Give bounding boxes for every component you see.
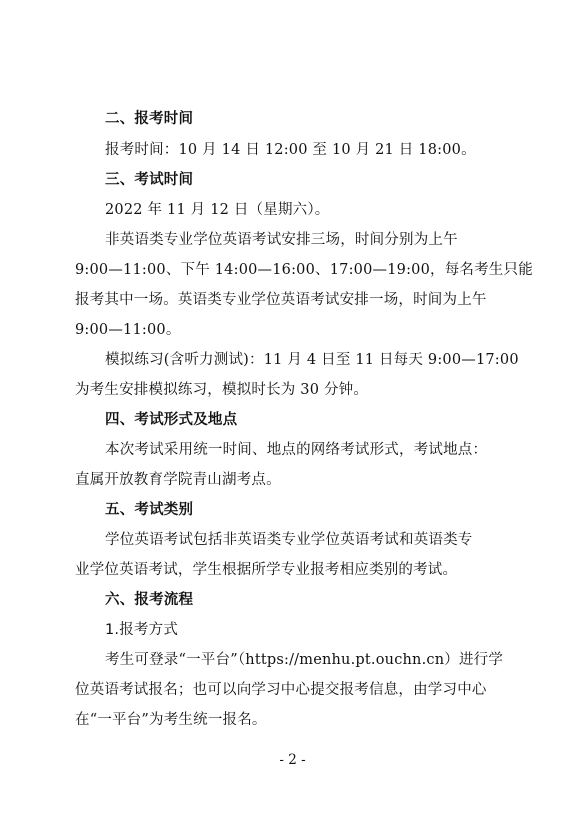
section-heading-registration-time: 二、报考时间	[105, 111, 194, 127]
exam-category-line-1: 学位英语考试包括非英语类专业学位英语考试和英语类专	[105, 532, 473, 548]
exam-schedule-line-3: 报考其中一场。英语类专业学位英语考试安排一场，时间为上午	[75, 292, 487, 308]
registration-method-line-2: 位英语考试报名；也可以向学习中心提交报考信息，由学习中心	[75, 682, 487, 698]
section-heading-exam-category: 五、考试类别	[105, 502, 194, 518]
registration-method-line-3: 在“一平台”为考生统一报名。	[75, 712, 267, 728]
exam-format-line-1: 本次考试采用统一时间、地点的网络考试形式，考试地点：	[105, 442, 488, 458]
subheading-registration-method: 1.报考方式	[105, 622, 179, 638]
exam-category-line-2: 业学位英语考试，学生根据所学专业报考相应类别的考试。	[75, 562, 458, 578]
exam-schedule-line-1: 非英语类专业学位英语考试安排三场，时间分别为上午	[105, 232, 458, 248]
section-heading-exam-time: 三、考试时间	[105, 172, 194, 188]
mock-practice-line-2: 为考生安排模拟练习，模拟时长为 30 分钟。	[75, 382, 369, 398]
registration-method-line-1: 考生可登录“一平台”（https://menhu.pt.ouchn.cn）进行学	[105, 652, 504, 668]
exam-schedule-line-2: 9:00—11:00、下午 14:00—16:00、17:00—19:00，每名考生只能	[75, 262, 533, 278]
exam-date-text: 2022 年 11 月 12 日（星期六）。	[105, 202, 330, 218]
section-heading-exam-format: 四、考试形式及地点	[105, 412, 238, 428]
section-heading-registration-process: 六、报考流程	[105, 592, 194, 608]
mock-practice-line-1: 模拟练习(含听力测试)：11 月 4 日至 11 日每天 9:00—17:00	[105, 352, 519, 368]
page-number: - 2 -	[279, 752, 306, 768]
exam-schedule-line-4: 9:00—11:00。	[75, 322, 181, 338]
exam-format-line-2: 直属开放教育学院青山湖考点。	[75, 472, 281, 488]
registration-time-text: 报考时间：10 月 14 日 12:00 至 10 月 21 日 18:00。	[105, 142, 476, 158]
